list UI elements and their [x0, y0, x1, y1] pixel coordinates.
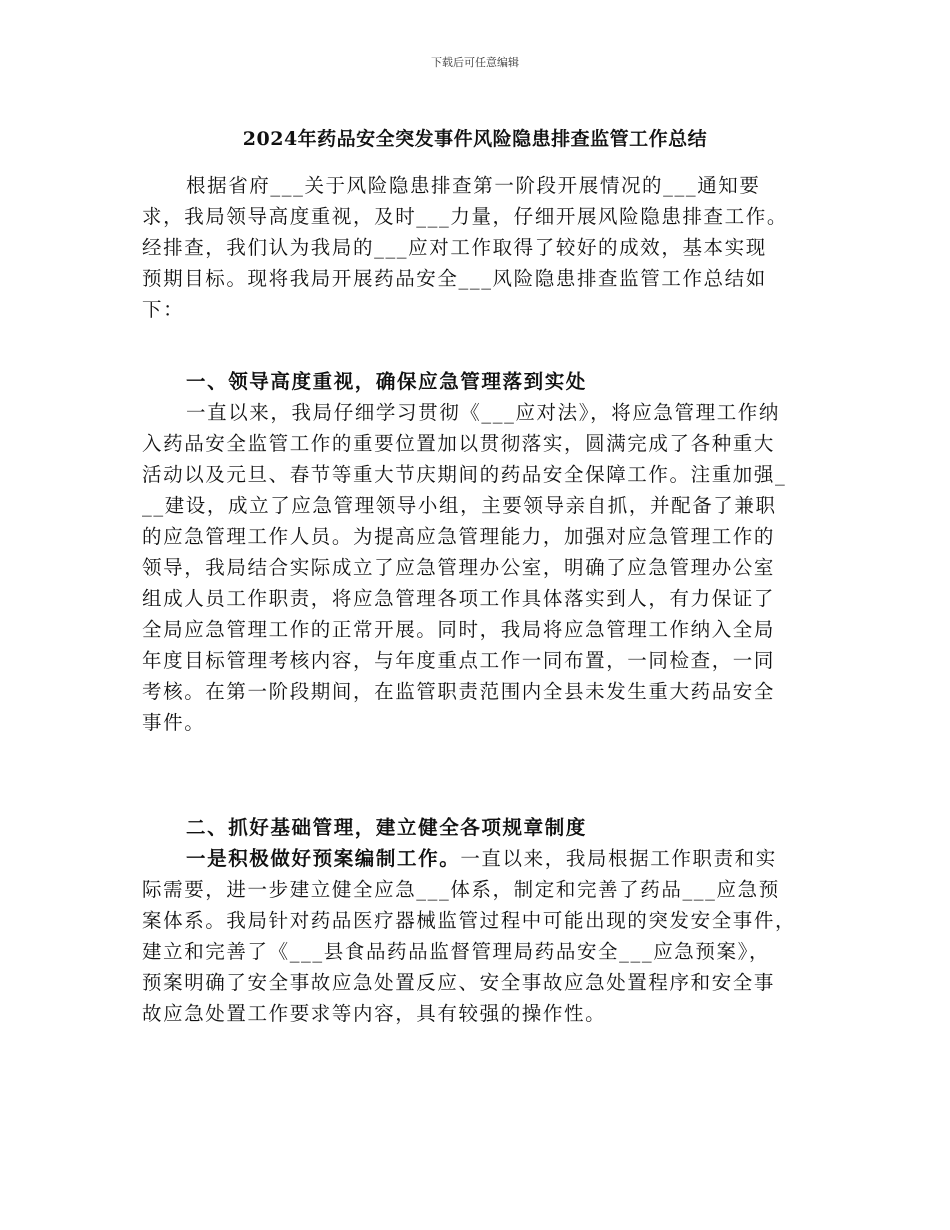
text-line: 事件。: [142, 711, 206, 734]
section-1: [142, 366, 822, 738]
text-line: 入药品安全监管工作的重要位置加以贯彻落实，圆满完成了各种重大: [142, 432, 776, 455]
text-line: 求，我局领导高度重视，及时___力量，仔细开展风险隐患排查工作。: [142, 205, 788, 228]
text-line: 际需要，进一步建立健全应急___体系，制定和完善了药品___应急预: [142, 878, 780, 901]
section-2: [142, 812, 822, 1029]
text-line: 根据省府___关于风险隐患排查第一阶段开展情况的___通知要: [186, 174, 761, 197]
text-line: [142, 843, 822, 874]
text-line: __建设，成立了应急管理领导小组，主要领导亲自抓，并配备了兼职: [142, 494, 777, 517]
text-line: 案体系。我局针对药品医疗器械监管过程中可能出现的突发安全事件，: [142, 909, 797, 932]
intro-paragraph: [142, 170, 822, 325]
text-line: 下：: [142, 298, 185, 321]
text-line: 年度目标管理考核内容，与年度重点工作一同布置，一同检查，一同: [142, 649, 776, 672]
text-line: 活动以及元旦、春节等重大节庆期间的药品安全保障工作。注重加强_: [142, 463, 787, 486]
text-line: 组成人员工作职责，将应急管理各项工作具体落实到人，有力保证了: [142, 587, 776, 610]
text-line: 领导，我局结合实际成立了应急管理办公室，明确了应急管理办公室: [142, 556, 776, 579]
document-title: 2024年药品安全突发事件风险隐患排查监管工作总结: [242, 128, 708, 150]
page-header-note: 下载后可任意编辑: [431, 56, 519, 69]
text-line: 经排查，我们认为我局的___应对工作取得了较好的成效，基本实现: [142, 236, 767, 259]
section-heading: 二、抓好基础管理，建立健全各项规章制度: [186, 816, 587, 839]
section-heading: 一、领导高度重视，确保应急管理落到实处: [186, 370, 587, 393]
text-line: 建立和完善了《___县食品药品监督管理局药品安全___应急预案》，: [142, 940, 771, 963]
text-line: 全局应急管理工作的正常开展。同时，我局将应急管理工作纳入全局: [142, 618, 776, 641]
text-line: 预案明确了安全事故应急处置反应、安全事故应急处置程序和安全事: [142, 971, 776, 994]
text-line: 的应急管理工作人员。为提高应急管理能力，加强对应急管理工作的: [142, 525, 776, 548]
text-line: 考核。在第一阶段期间，在监管职责范围内全县未发生重大药品安全: [142, 680, 776, 703]
lead-rest-text: 一直以来，我局根据工作职责和实: [460, 847, 777, 870]
text-line: 一直以来，我局仔细学习贯彻《___应对法》，将应急管理工作纳: [186, 401, 781, 424]
text-line: 故应急处置工作要求等内容，具有较强的操作性。: [142, 1002, 607, 1025]
lead-bold-text: 一是积极做好预案编制工作。: [186, 847, 461, 870]
text-line: 预期目标。现将我局开展药品安全___风险隐患排查监管工作总结如: [142, 267, 767, 290]
